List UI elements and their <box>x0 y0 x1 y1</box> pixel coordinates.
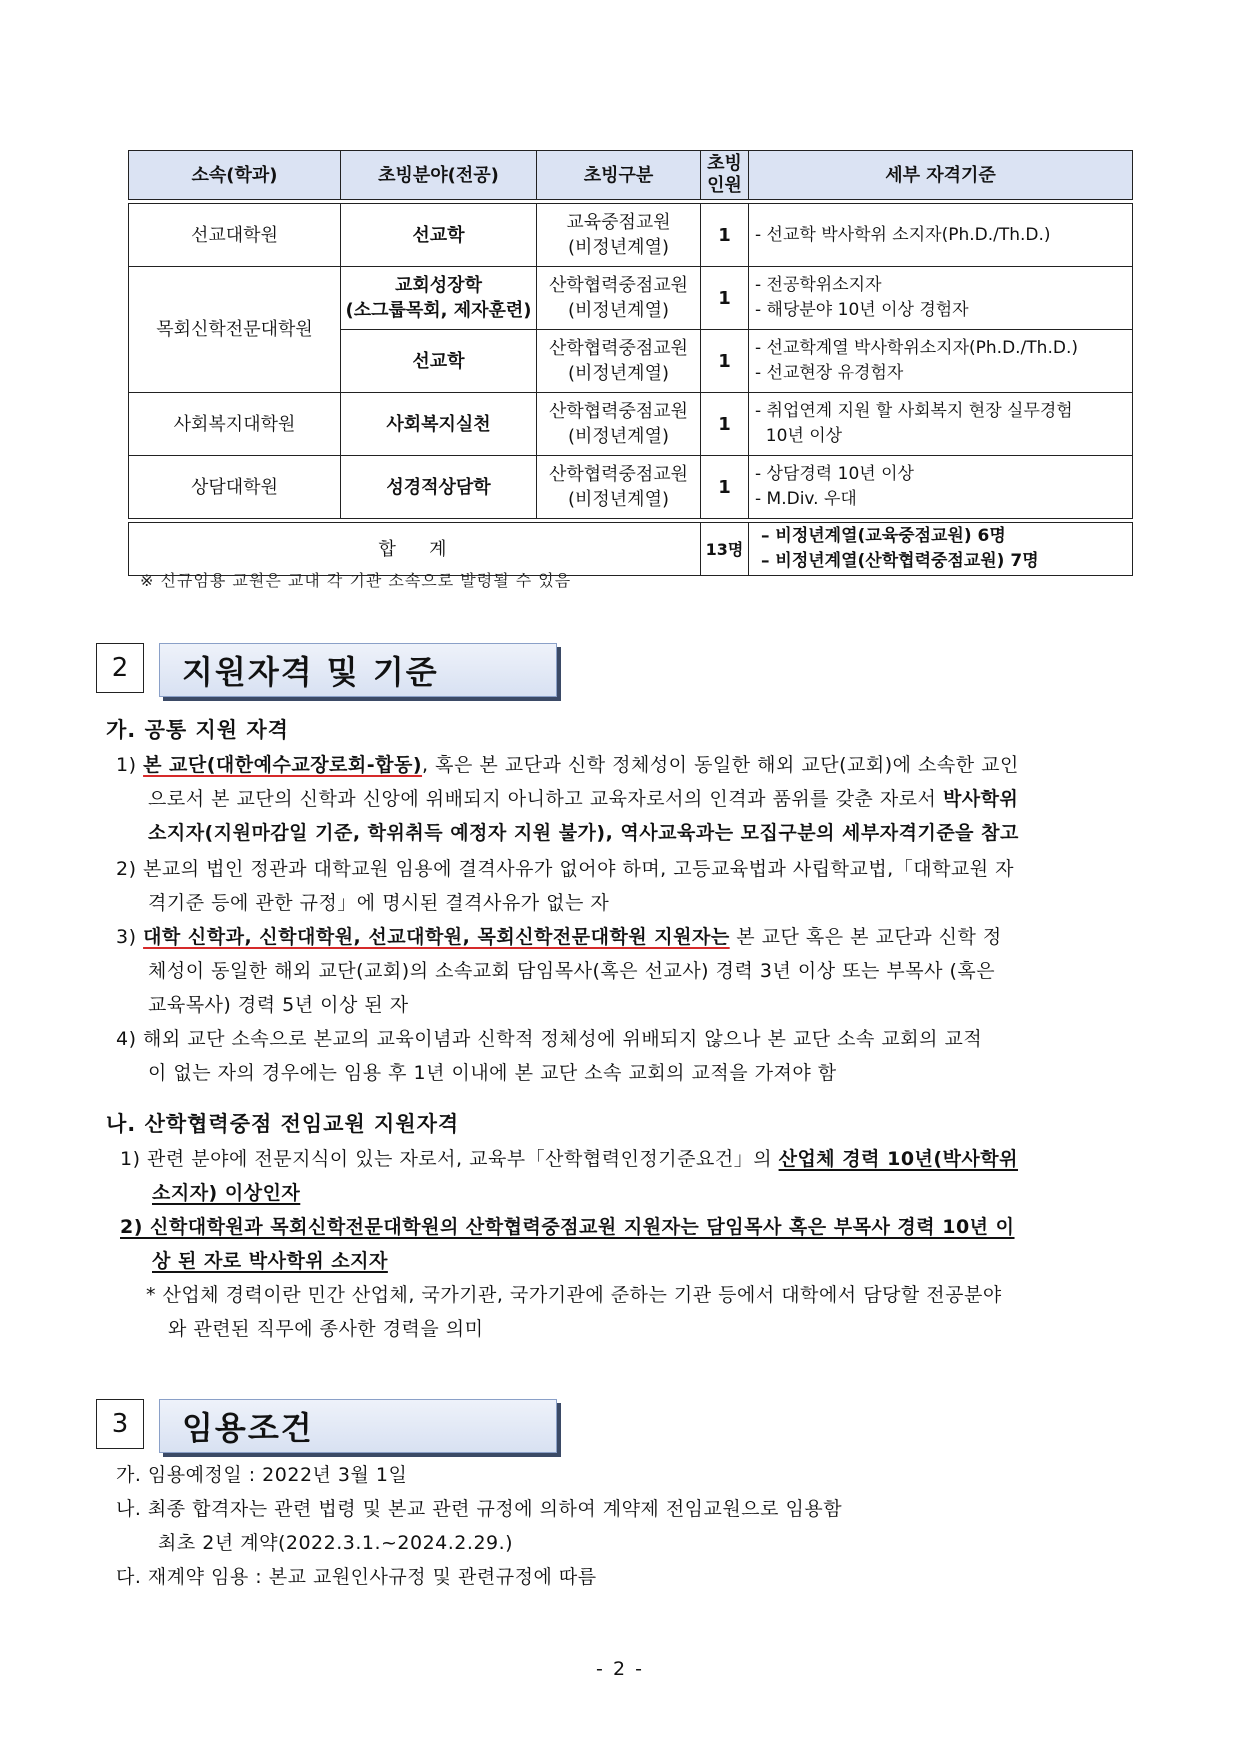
cell-count: 1 <box>701 267 749 330</box>
cell-criteria: - 선교학 박사학위 소지자(Ph.D./Th.D.) <box>749 204 1133 267</box>
cell-criteria: - 선교학계열 박사학위소지자(Ph.D./Th.D.) - 선교현장 유경험자 <box>749 330 1133 393</box>
header-type: 초빙구분 <box>537 151 701 200</box>
qualification-item-1: 1) 본 교단(대한예수교장로회-합동), 혹은 본 교단과 신학 정체성이 동일한 해외 교단(교회)에 소속한 교인 으로서 본 교단의 신학과 신앙에 위배되지 아니하고 교육자로서의 인격과 품위를 갖춘 자로서 박사학위 소지자(지원마감일 기준, 학위취득 예정자 지원 불가), 역사교육과는 모집구분의 세부자격기준을 참고 <box>116 754 1019 844</box>
header-count: 초빙 인원 <box>701 151 749 200</box>
cell-count: 1 <box>701 204 749 267</box>
subheading-industry-qualifications: 나. 산학협력중점 전임교원 지원자격 <box>106 1112 460 1136</box>
section3-number: 3 <box>96 1399 144 1449</box>
cell-field: 성경적상담학 <box>341 456 537 519</box>
header-dept: 소속(학과) <box>129 151 341 200</box>
subheading-common-qualifications: 가. 공통 지원 자격 <box>106 718 289 742</box>
reappointment: 다. 재계약 임용 : 본교 교원인사규정 및 관련규정에 따름 <box>116 1566 597 1588</box>
table-row <box>129 204 1133 267</box>
total-label: 합 계 <box>129 523 701 576</box>
cell-field: 선교학 <box>341 330 537 393</box>
appointment-contract: 나. 최종 합격자는 관련 법령 및 본교 관련 규정에 의하여 계약제 전임교원으로 임용함 <box>116 1498 843 1520</box>
table-row <box>129 393 1133 456</box>
qualification-item-4: 4) 해외 교단 소속으로 본교의 교육이념과 신학적 정체성에 위배되지 않으나 본 교단 소속 교회의 교적 이 없는 자의 경우에는 임용 후 1년 이내에 본 교단 소속 교회의 교적을 가져야 함 <box>116 1028 983 1084</box>
cell-field: 사회복지실천 <box>341 393 537 456</box>
qualification-item-3: 3) 대학 신학과, 신학대학원, 선교대학원, 목회신학전문대학원 지원자는 본 교단 혹은 본 교단과 신학 정 체성이 동일한 해외 교단(교회)의 소속교회 담임목사(혹은 선교사) 경력 3년 이상 또는 부목사 (혹은 교육목사) 경력 5년 이상 된 자 <box>116 926 1002 1016</box>
cell-type: 교육중점교원 (비정년계열) <box>537 204 701 267</box>
industry-item-1: 1) 관련 분야에 전문지식이 있는 자로서, 교육부「산학협력인정기준요건」의 산업체 경력 10년(박사학위 소지자) 이상인자 <box>120 1148 1018 1204</box>
cell-dept: 선교대학원 <box>129 204 341 267</box>
section2-title: 지원자격 및 기준 <box>159 643 557 697</box>
header-field: 초빙분야(전공) <box>341 151 537 200</box>
total-count: 13명 <box>701 523 749 576</box>
cell-type: 산학협력중점교원 (비정년계열) <box>537 267 701 330</box>
table-row <box>129 456 1133 519</box>
appointment-term: 최초 2년 계약(2022.3.1.~2024.2.29.) <box>158 1532 514 1554</box>
cell-count: 1 <box>701 456 749 519</box>
cell-criteria: - 취업연계 지원 할 사회복지 현장 실무경험 10년 이상 <box>749 393 1133 456</box>
section3-title: 임용조건 <box>159 1399 557 1453</box>
cell-field: 선교학 <box>341 204 537 267</box>
recruitment-table <box>128 150 1133 576</box>
industry-item-2: 2) 신학대학원과 목회신학전문대학원의 산학협력중점교원 지원자는 담임목사 혹은 부목사 경력 10년 이 상 된 자로 박사학위 소지자 <box>120 1216 1015 1272</box>
qualification-item-2: 2) 본교의 법인 정관과 대학교원 임용에 결격사유가 없어야 하며, 고등교육법과 사립학교법,「대학교원 자 격기준 등에 관한 규정」에 명시된 결격사유가 없는 자 <box>116 858 1015 914</box>
header-criteria: 세부 자격기준 <box>749 151 1133 200</box>
table-footnote: ※ 신규임용 교원은 교내 각 기관 소속으로 발령될 수 있음 <box>140 571 572 590</box>
cell-criteria: - 전공학위소지자 - 해당분야 10년 이상 경험자 <box>749 267 1133 330</box>
cell-type: 산학협력중점교원 (비정년계열) <box>537 393 701 456</box>
cell-criteria: - 상담경력 10년 이상 - M.Div. 우대 <box>749 456 1133 519</box>
industry-note: * 산업체 경력이란 민간 산업체, 국가기관, 국가기관에 준하는 기관 등에서 대학에서 담당할 전공분야 와 관련된 직무에 종사한 경력을 의미 <box>146 1284 1002 1340</box>
cell-type: 산학협력중점교원 (비정년계열) <box>537 330 701 393</box>
cell-type: 산학협력중점교원 (비정년계열) <box>537 456 701 519</box>
appointment-date: 가. 임용예정일 : 2022년 3월 1일 <box>116 1464 408 1486</box>
cell-field: 교회성장학 (소그룹목회, 제자훈련) <box>341 267 537 330</box>
section2-number: 2 <box>96 643 144 693</box>
cell-dept: 목회신학전문대학원 <box>129 267 341 393</box>
table-row <box>129 267 1133 330</box>
cell-count: 1 <box>701 330 749 393</box>
cell-count: 1 <box>701 393 749 456</box>
total-criteria: – 비정년계열(교육중점교원) 6명 – 비정년계열(산학협력중점교원) 7명 <box>749 523 1133 576</box>
cell-dept: 상담대학원 <box>129 456 341 519</box>
cell-dept: 사회복지대학원 <box>129 393 341 456</box>
page-number: - 2 - <box>596 1658 644 1680</box>
